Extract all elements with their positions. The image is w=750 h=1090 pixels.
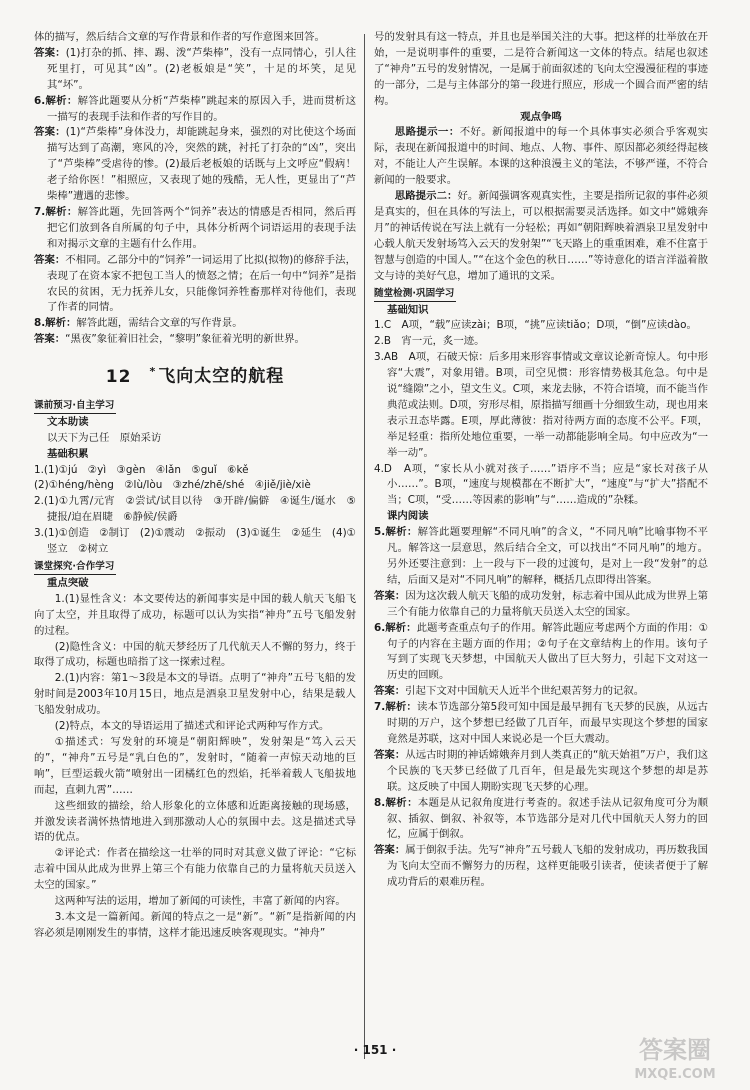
answer-item: 答案：从远古时期的神话嫦娥奔月到人类真正的“航天始祖”万户，我们这个民族的飞天梦已经做了几百年，但是最先实现这个梦想的却是苏联。这反映了中国人期盼实现飞天梦的心理。 [374,748,709,793]
answer-label: 6.解析： [34,94,78,107]
answer-item: 7.解析：解答此题，先回答两个“饲养”表达的情感是否相同，然后再把它们放到各自所属的句子中，具体分析两个词语运用的表现手法和对揭示文章的主题有什么作用。 [34,205,357,250]
answer-item: 6.解析：解答此题要从分析“芦柴棒”跳起来的原因入手，进而贯析这一描写的表现手法和作者的写作目的。 [34,94,357,123]
subsection-heading: 重点突破 [47,576,89,589]
column-divider [364,34,365,1059]
paragraph: ①描述式：写发射的环境是“朝阳辉映”，发射架是“笃入云天的”，“神舟”五号是“乳白色的”，发射时，“随着一声惊天动地的巨响”，巨型运载火箭“喷射出一团橘红色的烈焰，托举着载人飞船拔地而起，直刺九霄”…… [34,736,356,796]
right-column [374,30,708,891]
subsection-heading: 基础知识 [387,303,429,316]
answer-item: 1.C A项，“载”应读zài；B项，“挑”应读tiǎo；D项，“倒”应读dào。 [374,319,697,332]
paragraph: 这两种写法的运用，增加了新闻的可读性，丰富了新闻的内容。 [54,895,346,908]
answer-label: 答案： [374,748,406,761]
section-header: 随堂检测·巩固学习 [374,287,456,302]
answer-item: 8.解析：本题是从记叙角度进行考查的。叙述手法从记叙角度可分为顺叙、插叙、倒叙、补叙等，本节选部分是对几代中国航天人努力的回忆，应属于倒叙。 [374,796,708,841]
section-header: 课前预习·自主学习 [34,399,116,414]
watermark-sub: MXQE.COM [634,1067,716,1082]
lesson-title-text: 飞向太空的航程 [158,366,285,387]
paragraph: 这些细致的描绘，给人形象化的立体感和近距离接触的现场感，并激发读者满怀热情地进入到那激动人心的氛围中去。这是描述式导语的优点。 [34,799,356,844]
paragraph: 1.(1)显性含义：本文要传达的新闻事实是中国的载人航天飞船飞向了太空，并且取得了成功，标题可以认为实指“神舟”五号飞船发射的过程。 [34,592,356,637]
answer-label: 答案： [34,333,66,346]
answer-item: 3.(1)①创造 ②制订 (2)①震动 ②振动 (3)①诞生 ②延生 (4)①竖立 ②树立 [34,527,356,556]
paragraph: ②评论式：作者在描绘这一壮举的同时对其意义做了评论：“它标志着中国从此成为世界上第三个有能力依靠自己的力量将航天员送入太空的国家。” [34,847,356,892]
answer-item: 1.(1)①jú ②yì ③gèn ④lǎn ⑤guǐ ⑥kě [34,463,249,476]
answer-label: 7.解析： [34,205,78,218]
lesson-title [34,360,356,389]
answer-label: 6.解析： [374,621,417,634]
answer-item: 答案：属于倒叙手法。先写“神舟”五号载人飞船的发射成功，再历数我国为飞向太空而不懈努力的历程，这样更能吸引读者，使读者便于了解成功背后的艰难历程。 [374,844,709,889]
answer-item: 3.AB A项，石破天惊：后多用来形容事情或文章议论新奇惊人。句中形容“大震”，对象用错。B项，司空见惯：形容情势极其危急。句中是说“缝隙”之小，望文生义。C项，来龙去脉，不符合语境，而不能当作典范或法则。D项，穷形尽相，原指描写细画十分细致生动，现也用来表示丑态毕露。E项，厚此薄彼：指对待两方面的态度不公平。F项，举足轻重：指所处地位重要，一举一动都能影响全局。句中应改为“一举一动”。 [374,351,708,459]
answer-item: 2.(1)①九霄/元宵 ②尝试/试目以待 ③开辟/偏僻 ④诞生/诞水 ⑤捷报/迫在眉睫 ⑥静候/侯爵 [34,495,356,524]
answer-item: 2.B 宵一元，炙一迹。 [374,335,485,348]
watermark-main: 答案圈 [639,1036,711,1064]
paragraph: 3.本文是一篇新闻。新闻的特点之一是“新”。“新”是指新闻的内容必须是刚刚发生的事情，这样才能迅速反映客观现实。“神舟” [34,910,356,939]
answer-label: 答案： [374,844,406,857]
answer-label: 8.解析： [34,317,77,330]
section-header: 课堂探究·合作学习 [34,560,116,575]
answer-label: 答案： [34,253,66,266]
answer-label: 答案： [374,589,406,602]
answer-item: 答案：引起下文对中国航天人近半个世纪艰苦努力的记叙。 [374,685,645,698]
answer-label: 答案： [374,685,406,698]
paragraph: 以天下为己任 原始采访 [47,431,162,444]
answer-label: 思路提示二： [394,190,458,203]
answer-item: 答案：因为这次载人航天飞船的成功发射，标志着中国从此成为世界上第三个有能力依靠自己的力量将航天员送入太空的国家。 [374,589,709,618]
answer-label: 答案： [34,126,66,139]
answer-item: 答案：(1)打杂的抓、摔、踢、泼“芦柴棒”，没有一点同情心，引人往死里打，可见其“凶”。(2)老板娘是“笑”，十足的坏笑，足见其“坏”。 [34,46,357,91]
lesson-number: 12 [105,366,132,387]
page-number: · 151 · [353,1043,397,1057]
answer-item: 6.解析：此题考查重点句子的作用。解答此题应考虑两个方面的作用：①句子的内容在主题方面的作用；②句子在文章结构上的作用。该句子写到了实现飞天梦想，中国航天人做出了巨大努力，引起下文对这一历史的回顾。 [374,621,709,682]
answer-item: 体的描写，然后结合文章的写作背景和作者的写作意图来回答。 [34,31,325,43]
answer-item: 5.解析：解答此题要理解“不同凡响”的含义，“不同凡响”比喻事物不平凡。解答这一层意思，然后结合全文，可以找出“不同凡响”的地方。另外还要注意到：上一段与下一段的过渡句，是对上一段“发射”的总结，后面又是对“不同凡响”的解释，概括几点即得出答案。 [374,526,709,586]
lesson-star-mark: * [149,365,157,379]
answer-item: 答案：(1)“芦柴棒”身体没力，却能跳起身来，强烈的对比使这个场面描写达到了高潮，寒风的冷，突然的跳，衬托了打杂的“凶”，突出了“芦柴棒”受虐待的惨。(2)最后老板娘的话既与上文呼应“假病！老子给你医！”相照应，又表现了她的残酷，无人性，更显出了“芦柴棒”遭遇的悲惨。 [34,126,356,203]
answer-label: 答案： [34,46,66,59]
subsection-heading: 基础积累 [47,447,89,460]
answer-item: 答案：不相同。乙部分中的“饲养”一词运用了比拟(拟物)的修辞手法，表现了在资本家不把包工当人的愤怒之情；在后一句中“饲养”是指农民的贫困，无力抚养儿女，只能像饲养牲畜那样对待他们，表现了作者的同情。 [34,253,356,314]
paragraph: (2)隐性含义：中国的航天梦经历了几代航天人不懈的努力，终于取得了成功，标题也暗指了这一探索过程。 [34,640,356,669]
watermark-logo [614,1030,736,1084]
answer-label: 5.解析： [374,526,418,539]
answer-item: 8.解析：解答此题，需结合文章的写作背景。 [34,317,243,330]
paragraph: 思路提示一：不好。新闻报道中的每一个具体事实必须合乎客观实际，表现在新闻报道中的时间、地点、人物、事件、原因都必须经得起核对，不能让人产生误解。本课的这种浪漫主义的笔法，不够严谨，不符合新闻的一般要求。 [374,126,708,187]
paragraph: 思路提示二：好。新闻强调客观真实性，主要是指所记叙的事件必须是真实的，但在具体的写法上，可以根据需要灵活选择。如文中“嫦娥奔月”的神话传说在写法上就有一分轻松；再如“朝阳辉映着酒泉卫星发射中心载人航天发射场笃入云天的发射架”“飞天路上的重重困难，难不住富于智慧与创造的中国人。”“在这个金色的秋日……”等诗意化的语言洋溢着散文与诗的美好气息，增加了通讯的文采。 [374,190,709,282]
answer-label: 8.解析： [374,796,418,809]
answer-label: 思路提示一： [394,126,460,139]
answer-label: 7.解析： [374,701,417,714]
left-column [34,30,356,942]
answer-item: 4.D A项，“家长从小就对孩子……”语序不当；应是“家长对孩子从小……”。B项，“速度与规模都在不断扩大”，“速度”与“扩大”搭配不当；C项，“受……等因素的影响”与“……造成的”杂糅。 [374,462,708,507]
paragraph: 号的发射具有这一特点，并且也是举国关注的大事。把这样的壮举放在开始，一是说明事件的重要，二是符合新闻这一文体的特点。结尾也叙述了“神舟”五号的发射情况，一是属于前面叙述的飞向太空漫漫征程的事迹的一部分，二是与主体部分的第一段进行照应，形成一个圆合而严密的结构。 [374,31,708,107]
paragraph: 2.(1)内容：第1～3段是本文的导语。点明了“神舟”五号飞船的发射时间是2003年10月15日，地点是酒泉卫星发射中心，结果是载人飞船发射成功。 [34,672,356,717]
subsection-heading: 文本助读 [47,415,89,428]
subsection-heading: 观点争鸣 [520,110,562,123]
paragraph: (2)特点，本文的导语运用了描述式和评论式两种写作方式。 [54,720,330,733]
answer-item: 7.解析：读本节选部分第5段可知中国是最早拥有飞天梦的民族，从远古时期的万户，这个梦想已经做了几百年，而最早实现这个梦想的国家竟然是苏联，这对中国人来说必是一个巨大震动。 [374,701,708,745]
answer-item: (2)①héng/hèng ②lù/lòu ③zhé/zhē/shé ④jiě/jiè/xiè [34,479,311,492]
subsection-heading: 课内阅读 [387,510,429,523]
answer-item: 答案：“黑夜”象征着旧社会，“黎明”象征着光明的新世界。 [34,333,305,346]
